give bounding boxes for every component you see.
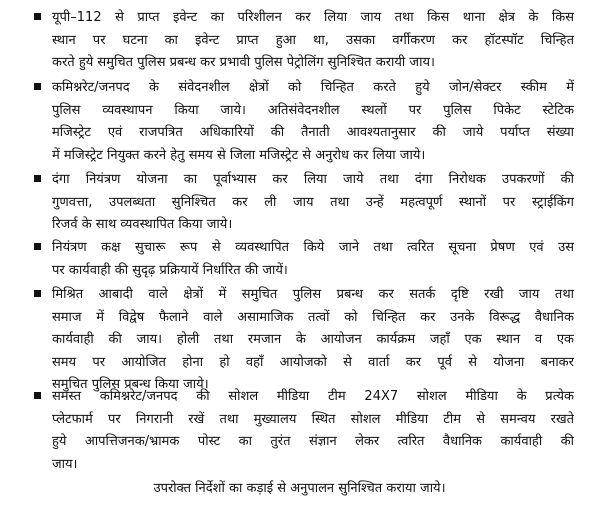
item-line: मिश्रित आबादी वाले क्षेत्रों में समुचित पुलिस प्रबन्ध कर सतर्क दृष्टि रखी जाय तथा (52, 287, 574, 302)
item-line: स्थान पर घटना का इवेन्ट प्राप्त हुआ था, उसका वर्गीकरण कर हॉटस्पॉट चिन्हित (52, 32, 574, 48)
item-line: जाय। (52, 456, 78, 472)
bullet-square-icon (34, 13, 41, 20)
item-line: कार्यवाही की जाय। होली तथा रमजान के आयोजन कार्यक्रम जहाँ एक स्थान व एक (52, 332, 574, 347)
closing-directive: उपरोक्त निर्देशों का कड़ाई से अनुपालन सुनिश्चित कराया जाये। (153, 481, 446, 496)
item-line: कमिश्नरेट/जनपद के संवेदनशील क्षेत्रों को चिन्हित करते हुये जोन/सेक्टर स्कीम में (52, 80, 574, 95)
bullet-square-icon (34, 243, 41, 250)
instruction-item-5 (52, 284, 574, 397)
item-line: पर कार्यवाही की सुदृढ़ प्रक्रियायें निर्धारित की जायें। (52, 262, 288, 278)
item-line: समाज में विद्वेष फैलाने वाले असामाजिक तत्वों को चिन्हित कर उनके विरूद्ध वैधानिक (52, 309, 574, 325)
instruction-item-3 (52, 169, 574, 237)
bullet-square-icon (34, 83, 41, 90)
instruction-item-4 (52, 237, 574, 282)
bullet-square-icon (34, 290, 41, 297)
instruction-item-6 (52, 386, 574, 476)
item-line: समस्त कमिश्नरेट/जनपद की सोशल मीडिया टीम 24X7 सोशल मीडिया के प्रत्येक (52, 389, 574, 404)
item-line: नियंत्रण कक्ष सुचारू रूप से व्यवस्थापित किये जाने तथा त्वरित सूचना प्रेषण एवं उस (52, 240, 574, 255)
item-line: मजिस्ट्रेट एवं राजपत्रित अधिकारियों की तैनाती आवश्यतानुसार की जाये पर्याप्त संख्या (52, 125, 574, 140)
item-line: प्लेटफार्म पर निगरानी रखें तथा मुख्यालय स्थित सोशल मीडिया टीम से समन्वय रखते (52, 411, 574, 427)
item-line: पुलिस व्यवस्थापन किया जाये। अतिसंवेदनशील स्थलों पर पुलिस पिकेट स्टेटिक (52, 102, 574, 118)
item-line: दंगा नियंत्रण योजना का पूर्वाभ्यास कर लिया जाये तथा दंगा निरोधक उपकरणों की (52, 172, 574, 187)
item-line: रिजर्व के साथ व्यवस्थापित किया जाये। (52, 217, 233, 232)
bullet-square-icon (34, 392, 41, 399)
instruction-item-1 (52, 7, 574, 75)
instruction-item-2 (52, 77, 574, 167)
item-line: समुचित पुलिस प्रबन्ध किया जाये। (52, 377, 209, 392)
item-line: हुये आपत्तिजनक/भ्रामक पोस्ट का तुरंत संज्ञान लेकर त्वरित वैधानिक कार्यवाही की (52, 434, 574, 449)
item-line: में मजिस्ट्रेट नियुक्त करने हेतु समय से जिला मजिस्ट्रेट से अनुरोध कर लिया जाये। (52, 147, 426, 163)
item-line: यूपी–112 से प्राप्त इवेन्ट का परिशीलन कर लिया जाय तथा किस थाना क्षेत्र के किस (52, 10, 574, 25)
bullet-square-icon (34, 175, 41, 182)
item-line: समय पर आयोजित होना हो वहाँ आयोजको से वार्ता कर पूर्व से योजना बनाकर (52, 354, 574, 370)
item-line: गुणवत्ता, उपलब्धता सुनिश्चित कर ली जाय तथा उन्हें महत्वपूर्ण स्थानों पर स्ट्राईकिंग (52, 194, 574, 210)
item-line: करते हुये समुचित पुलिस प्रबन्ध कर प्रभावी पुलिस पेट्रोलिंग सुनिश्चित करायी जाय। (52, 55, 435, 70)
